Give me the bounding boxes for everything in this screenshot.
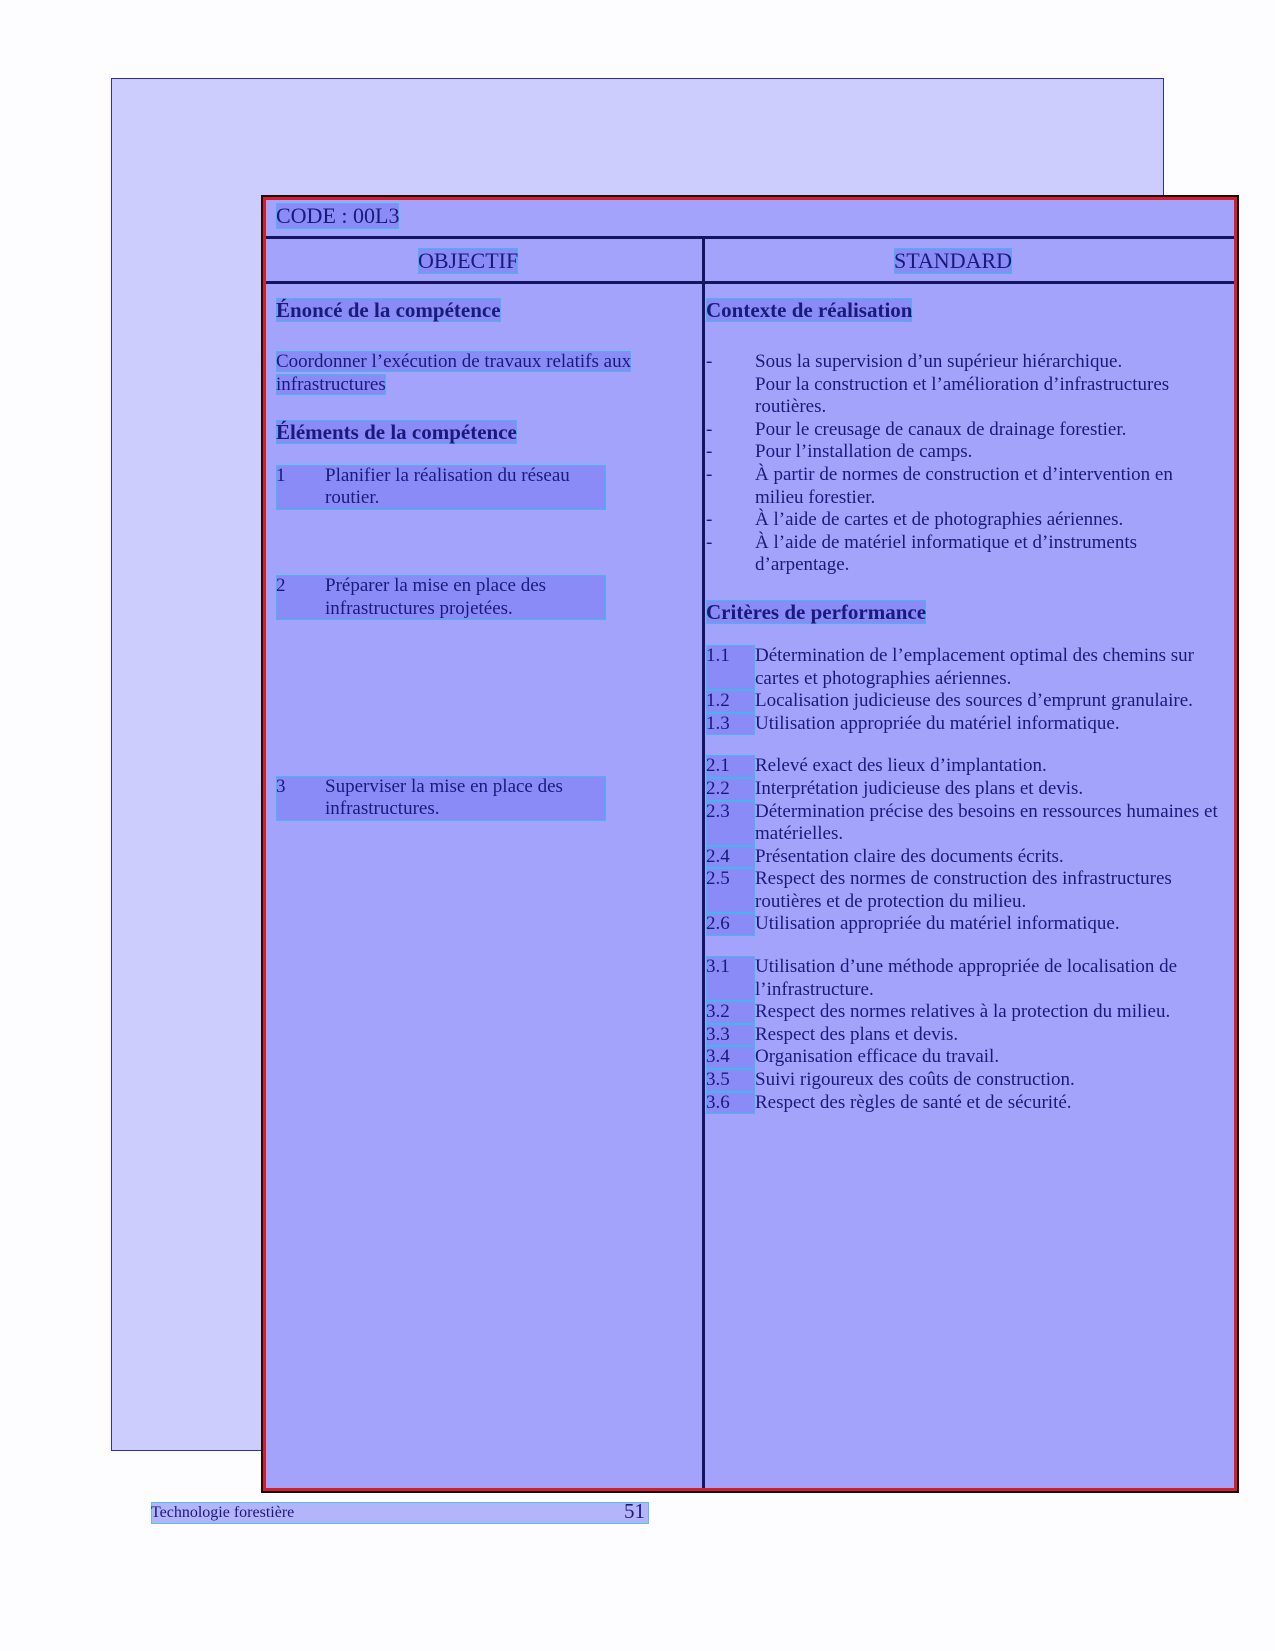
criteria-text: Détermination précise des besoins en ressources humaines et matérielles. — [755, 800, 1218, 845]
element-number: 3 — [276, 775, 286, 797]
criteria-item — [706, 846, 1226, 869]
criteria-item — [706, 956, 1226, 1001]
contexte-bullet — [706, 374, 755, 419]
criteria-group — [706, 956, 1226, 1114]
criteria-number: 3.3 — [706, 1024, 755, 1047]
element-group — [276, 575, 692, 756]
criteria-text: Utilisation appropriée du matériel informatique. — [755, 913, 1120, 935]
criteria-text: Localisation judicieuse des sources d’emprunt granulaire. — [755, 690, 1193, 712]
column-divider — [702, 236, 705, 1488]
enonce-title: Énoncé de la compétence — [276, 298, 501, 322]
elements-title: Éléments de la compétence — [276, 419, 517, 444]
contexte-item-text: Pour la construction et l’amélioration d’infrastructures routières. — [755, 373, 1170, 418]
contexte-item — [706, 419, 1226, 442]
contexte-item — [706, 532, 1226, 577]
criteria-number: 1.3 — [706, 713, 755, 736]
contexte-item-text: Pour le creusage de canaux de drainage forestier. — [755, 418, 1127, 440]
criteria-group — [706, 645, 1226, 735]
criteria-text: Respect des règles de santé et de sécurité. — [755, 1091, 1072, 1113]
contexte-item-text: À l’aide de matériel informatique et d’instruments d’arpentage. — [755, 531, 1137, 576]
element-item — [276, 465, 606, 510]
criteria-item — [706, 755, 1226, 778]
element-item — [276, 776, 606, 821]
element-number: 1 — [276, 464, 286, 486]
criteria-text: Respect des normes de construction des infrastructures routières et de protection du milieu. — [755, 868, 1172, 912]
criteria-number: 3.6 — [706, 1092, 755, 1115]
criteria-item — [706, 690, 1226, 713]
criteria-item — [706, 1024, 1226, 1047]
element-item — [276, 575, 606, 620]
criteria-number: 2.3 — [706, 801, 755, 846]
criteria-text: Interprétation judicieuse des plans et devis. — [755, 777, 1084, 799]
contexte-item — [706, 441, 1226, 464]
criteria-text: Suivi rigoureux des coûts de construction. — [755, 1069, 1075, 1091]
elements-title-row — [276, 417, 692, 447]
contexte-bullet: - — [706, 441, 713, 463]
criteria-number: 2.1 — [706, 755, 755, 778]
criteria-item — [706, 778, 1226, 801]
footer-program: Technologie forestière — [151, 1504, 295, 1521]
header-objectif: OBJECTIF — [418, 248, 519, 273]
element-number: 2 — [276, 574, 286, 596]
criteria-item — [706, 1092, 1226, 1115]
code-label: CODE : 00L3 — [276, 203, 400, 228]
contexte-bullet: - — [706, 418, 713, 440]
criteria-number: 3.2 — [706, 1001, 755, 1024]
criteria-text: Respect des plans et devis. — [755, 1023, 959, 1045]
criteria-item — [706, 801, 1226, 846]
criteria-number: 2.6 — [706, 913, 755, 936]
criteria-number: 2.4 — [706, 846, 755, 869]
criteria-number: 1.1 — [706, 645, 755, 690]
contexte-bullet: - — [706, 463, 713, 485]
criteria-text: Détermination de l’emplacement optimal des chemins sur cartes et photographies aériennes. — [755, 644, 1194, 689]
page-footer — [151, 1499, 649, 1524]
criteria-number: 3.1 — [706, 956, 755, 1001]
criteria-item — [706, 713, 1226, 736]
header-standard: STANDARD — [894, 248, 1013, 273]
page-number: 51 — [624, 1499, 645, 1523]
contexte-item-text: Sous la supervision d’un supérieur hiérarchique. — [755, 351, 1123, 372]
contexte-item-text: À l’aide de cartes et de photographies aériennes. — [755, 509, 1124, 531]
element-text: Préparer la mise en place des infrastructures projetées. — [325, 574, 547, 619]
criteria-text: Respect des normes relatives à la protection du milieu. — [755, 1001, 1171, 1023]
code-row — [266, 200, 1234, 239]
criteria-item — [706, 1001, 1226, 1024]
criteria-number: 3.4 — [706, 1046, 755, 1069]
element-group — [276, 465, 692, 555]
objectif-column — [276, 295, 692, 821]
contexte-item — [706, 351, 1226, 374]
criteria-text: Présentation claire des documents écrits. — [755, 845, 1064, 867]
criteria-item — [706, 645, 1226, 690]
criteria-item — [706, 913, 1226, 936]
contexte-item — [706, 464, 1226, 509]
criteria-item — [706, 868, 1226, 913]
criteria-number: 2.2 — [706, 778, 755, 801]
criteres-title: Critères de performance — [706, 599, 927, 624]
criteres-title-row — [706, 597, 1226, 627]
contexte-item-text: Pour l’installation de camps. — [755, 441, 973, 463]
criteria-number: 1.2 — [706, 690, 755, 713]
contexte-item-text: À partir de normes de construction et d’intervention en milieu forestier. — [755, 463, 1173, 508]
contexte-item — [706, 374, 1226, 419]
contexte-bullet: - — [706, 351, 713, 372]
criteria-text: Utilisation d’une méthode appropriée de localisation de l’infrastructure. — [755, 956, 1178, 1000]
enonce-text: Coordonner l’exécution de travaux relatifs aux infrastructures — [276, 351, 632, 395]
contexte-item — [706, 509, 1226, 532]
criteria-number: 2.5 — [706, 868, 755, 913]
criteria-group — [706, 755, 1226, 936]
criteria-item — [706, 1046, 1226, 1069]
standard-column — [706, 295, 1226, 1114]
page-frame — [111, 78, 1218, 1451]
criteria-text: Relevé exact des lieux d’implantation. — [755, 755, 1047, 777]
element-text: Planifier la réalisation du réseau routier. — [325, 464, 570, 509]
criteria-number: 3.5 — [706, 1069, 755, 1092]
criteria-text: Organisation efficace du travail. — [755, 1046, 1000, 1068]
competency-table — [263, 197, 1237, 1491]
element-group — [276, 776, 692, 821]
element-text: Superviser la mise en place des infrastructures. — [325, 775, 563, 820]
criteria-item — [706, 1069, 1226, 1092]
header-row — [266, 239, 1234, 284]
criteria-text: Utilisation appropriée du matériel informatique. — [755, 712, 1120, 734]
contexte-bullet: - — [706, 531, 713, 553]
contexte-title: Contexte de réalisation — [706, 298, 913, 322]
contexte-bullet: - — [706, 509, 713, 531]
